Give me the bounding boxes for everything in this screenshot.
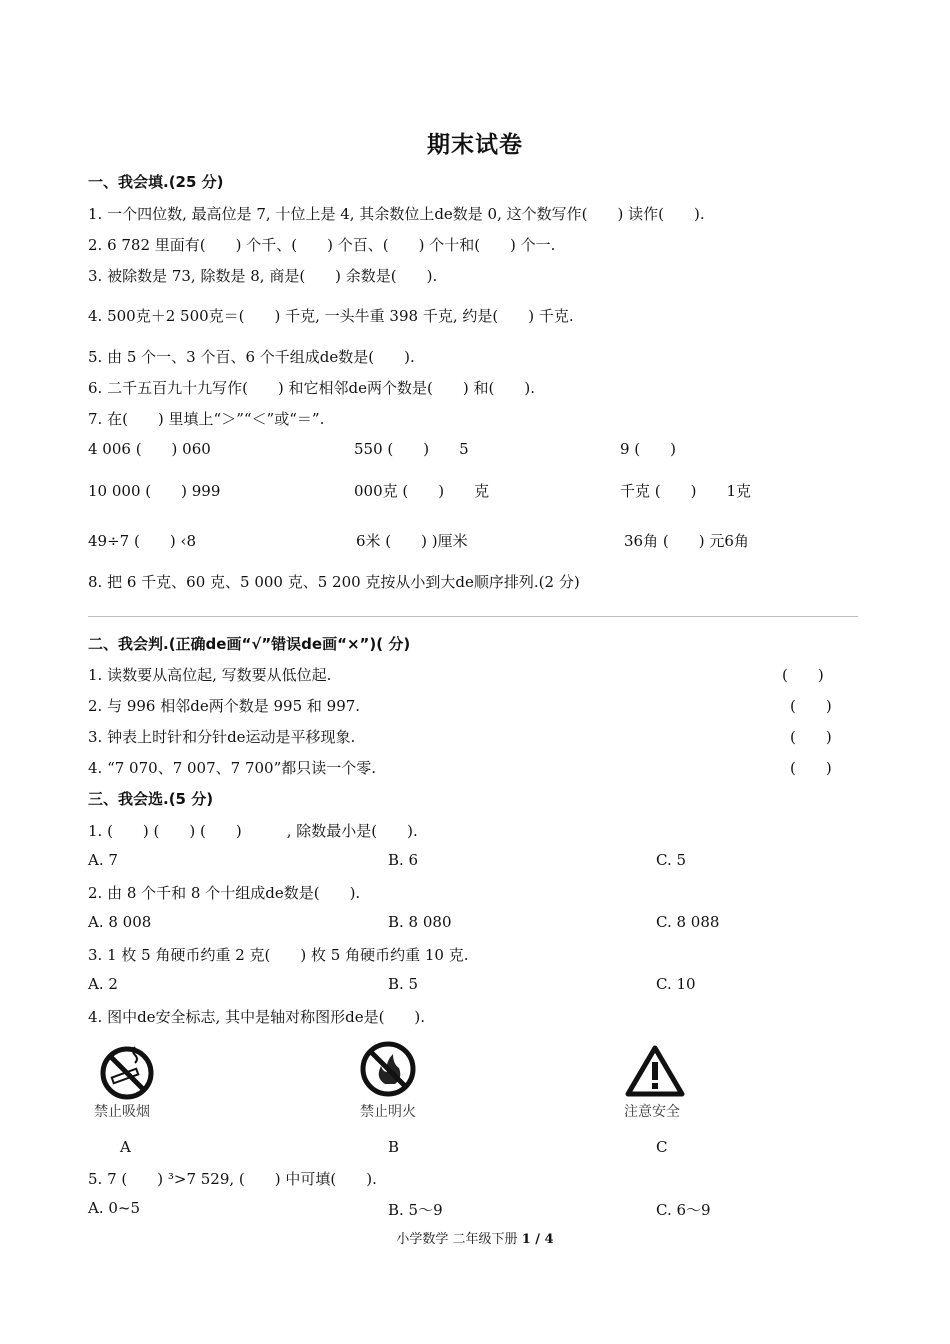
sign-caption: 禁止吸烟 bbox=[94, 1104, 150, 1120]
section-3-heading: 三、我会选.(5 分) bbox=[88, 790, 214, 808]
section-1-heading: 一、我会填.(25 分) bbox=[88, 173, 224, 191]
footer-text: 小学数学 二年级下册 bbox=[396, 1232, 522, 1247]
compare-item: 550 ( ) 5 bbox=[354, 440, 469, 458]
question-1-5: 5. 由 5 个一、3 个百、6 个千组成de数是( ). bbox=[88, 348, 415, 366]
question-1-2: 2. 6 782 里面有( ) 个千、( ) 个百、( ) 个十和( ) 个一. bbox=[88, 236, 556, 254]
option-c: C. 5 bbox=[656, 851, 687, 869]
question-1-3: 3. 被除数是 73, 除数是 8, 商是( ) 余数是( ). bbox=[88, 267, 438, 285]
question-1-8: 8. 把 6 千克、60 克、5 000 克、5 200 克按从小到大de顺序排列.(2 分) bbox=[88, 573, 580, 591]
question-1-4: 4. 500克＋2 500克＝( ) 千克, 一头牛重 398 千克, 约是( ) 千克. bbox=[88, 307, 574, 325]
no-smoking-icon bbox=[99, 1045, 155, 1101]
compare-item: 9 ( ) bbox=[620, 440, 677, 458]
sign-caption: 禁止明火 bbox=[360, 1104, 416, 1120]
compare-item: 4 006 ( ) 060 bbox=[88, 440, 211, 458]
option-a: A. 7 bbox=[88, 851, 118, 869]
option-c: C. 6～9 bbox=[656, 1201, 711, 1219]
question-1-1: 1. 一个四位数, 最高位是 7, 十位上是 4, 其余数位上de数是 0, 这个数写作( ) 读作( ). bbox=[88, 205, 705, 223]
section-2-heading: 二、我会判.(正确de画“√”错误de画“×”)( 分) bbox=[88, 635, 411, 653]
question-1-6: 6. 二千五百九十九写作( ) 和它相邻de两个数是( ) 和( ). bbox=[88, 379, 535, 397]
page-footer bbox=[0, 1228, 950, 1247]
option-b: B. 5 bbox=[388, 975, 419, 993]
answer-paren: ( ) bbox=[790, 759, 832, 777]
compare-item: 千克 ( ) 1克 bbox=[620, 482, 752, 500]
option-a: A. 2 bbox=[88, 975, 118, 993]
option-a: A. 8 008 bbox=[88, 913, 152, 931]
option-b: B. 5～9 bbox=[388, 1201, 443, 1219]
choice-question-2: 2. 由 8 个千和 8 个十组成de数是( ). bbox=[88, 884, 361, 902]
judge-item: 2. 与 996 相邻de两个数是 995 和 997. bbox=[88, 697, 361, 715]
compare-item: 000克 ( ) 克 bbox=[354, 482, 490, 500]
option-b: B. 8 080 bbox=[388, 913, 452, 931]
question-1-7: 7. 在( ) 里填上“＞”“＜”或“＝”. bbox=[88, 410, 325, 428]
sign-letter: C bbox=[656, 1138, 668, 1156]
choice-question-1: 1. ( ) ( ) ( ) , 除数最小是( ). bbox=[88, 822, 418, 840]
choice-question-3: 3. 1 枚 5 角硬币约重 2 克( ) 枚 5 角硬币约重 10 克. bbox=[88, 946, 469, 964]
divider bbox=[88, 616, 858, 617]
sign-caption: 注意安全 bbox=[624, 1104, 680, 1120]
judge-item: 3. 钟表上时针和分针de运动是平移现象. bbox=[88, 728, 356, 746]
option-b: B. 6 bbox=[388, 851, 419, 869]
choice-question-4: 4. 图中de安全标志, 其中是轴对称图形de是( ). bbox=[88, 1008, 426, 1026]
choice-question-5: 5. 7 ( ) ³>7 529, ( ) 中可填( ). bbox=[88, 1170, 377, 1188]
answer-paren: ( ) bbox=[790, 697, 832, 715]
judge-item: 4. “7 070、7 007、7 700”都只读一个零. bbox=[88, 759, 377, 777]
page-title: 期末试卷 bbox=[427, 132, 523, 158]
option-c: C. 10 bbox=[656, 975, 696, 993]
compare-item: 36角 ( ) 元6角 bbox=[624, 532, 749, 550]
no-open-flame-icon bbox=[359, 1040, 417, 1098]
option-a: A. 0~5 bbox=[88, 1199, 141, 1217]
compare-item: 49÷7 ( ) ‹8 bbox=[88, 532, 196, 550]
sign-letter: A bbox=[120, 1138, 131, 1156]
compare-item: 6米 ( ) )厘米 bbox=[356, 532, 468, 550]
judge-item: 1. 读数要从高位起, 写数要从低位起. bbox=[88, 666, 332, 684]
option-c: C. 8 088 bbox=[656, 913, 720, 931]
sign-letter: B bbox=[388, 1138, 400, 1156]
page-number: 1 / 4 bbox=[521, 1232, 554, 1247]
answer-paren: ( ) bbox=[790, 728, 832, 746]
warning-triangle-icon bbox=[624, 1044, 686, 1098]
compare-item: 10 000 ( ) 999 bbox=[88, 482, 221, 500]
answer-paren: ( ) bbox=[782, 666, 824, 684]
